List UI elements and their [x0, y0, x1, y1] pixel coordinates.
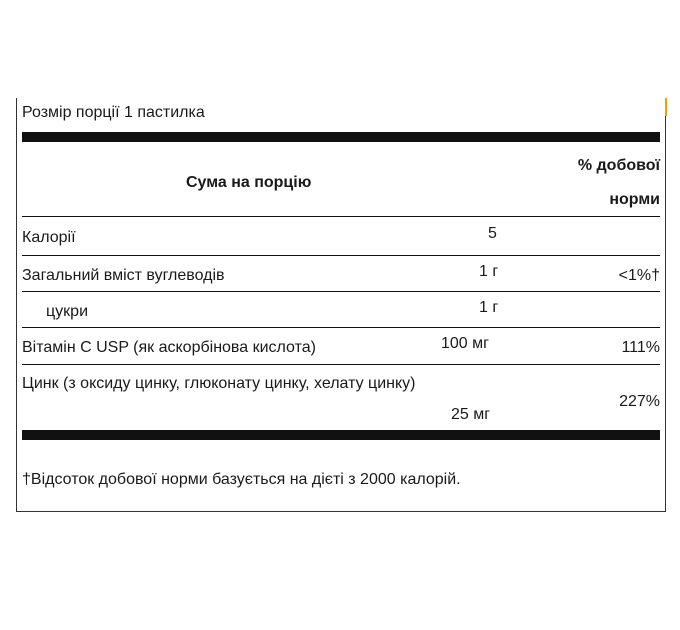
row-carbs-dv: <1%† — [618, 267, 660, 284]
row-vitamin-c-name: Вітамін C USP (як аскорбінова кислота) — [22, 339, 316, 356]
daily-value-heading-line1: % добової — [577, 157, 660, 174]
rule-header — [22, 216, 660, 217]
row-calories-name: Калорії — [22, 229, 76, 246]
row-zinc-amount: 25 мг — [451, 406, 491, 423]
amount-per-serving-heading: Сума на порцію — [186, 174, 312, 191]
serving-size: Розмір порції 1 пастилка — [22, 104, 205, 121]
row-carbs-amount: 1 г — [479, 263, 499, 280]
row-sugars-amount: 1 г — [479, 299, 499, 316]
row-vitamin-c-dv: 111% — [621, 339, 660, 356]
supplement-facts-panel — [16, 98, 666, 512]
rule-row-3 — [22, 364, 660, 365]
row-zinc-name: Цинк (з оксиду цинку, глюконату цинку, хелату цинку) — [22, 375, 416, 392]
thick-rule-top — [22, 132, 660, 142]
rule-row-1 — [22, 291, 660, 292]
rule-row-2 — [22, 327, 660, 328]
row-vitamin-c-amount: 100 мг — [441, 335, 489, 352]
thick-rule-bottom — [22, 430, 660, 440]
row-zinc-dv: 227% — [619, 393, 660, 410]
rule-row-0 — [22, 255, 660, 256]
row-carbs-name: Загальний вміст вуглеводів — [22, 267, 225, 284]
accent-mark — [665, 98, 667, 116]
footnote: †Відсоток добової норми базується на дієті з 2000 калорій. — [22, 471, 461, 488]
row-calories-amount: 5 — [488, 225, 497, 242]
row-sugars-name: цукри — [46, 303, 88, 320]
daily-value-heading-line2: норми — [609, 191, 660, 208]
